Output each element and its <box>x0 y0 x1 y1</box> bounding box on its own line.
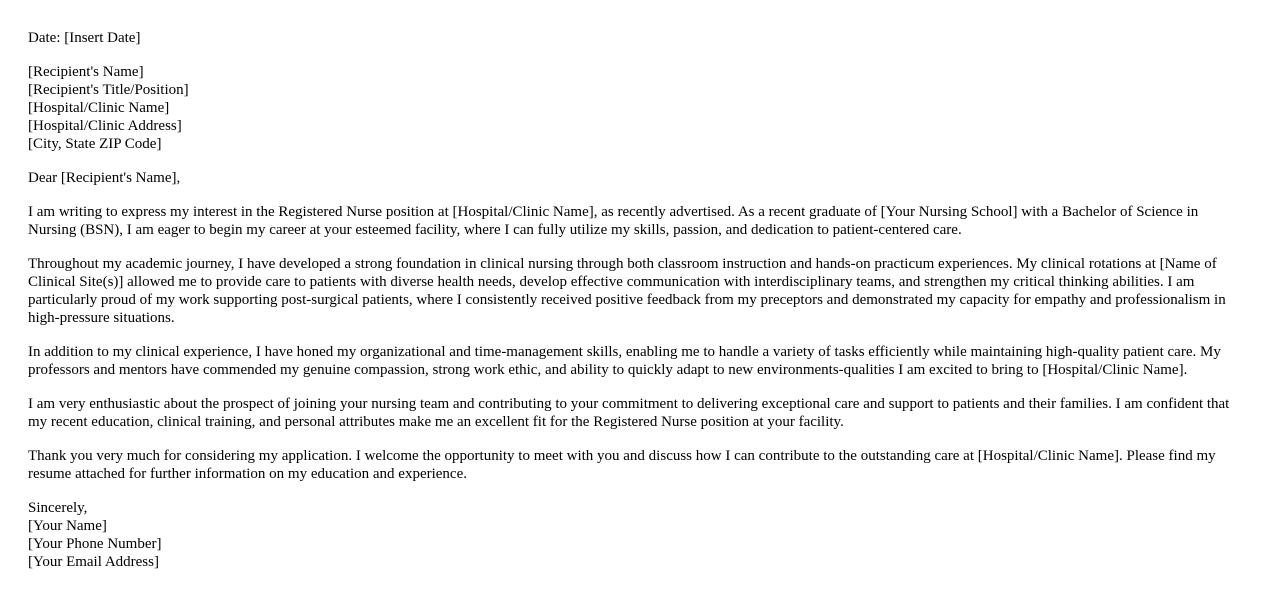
recipient-city-state-zip: [City, State ZIP Code] <box>28 136 162 152</box>
date-line: Date: [Insert Date] <box>28 30 141 46</box>
recipient-title: [Recipient's Title/Position] <box>28 82 189 98</box>
body-paragraph-experience: Throughout my academic journey, I have developed a strong foundation in clinical nursing through both classroom instruction and hands-on practicum experiences. My clinical rotations at [Name of Clinical Site(s)] allowed me to provide care to patients with diverse health needs, develop effective communication with interdisciplinary teams, and strengthen my critical thinking abilities. I am particularly proud of my work supporting post-surgical patients, where I consistently received positive feedback from my preceptors and demonstrated my capacity for empathy and professionalism in high-pressure situations. <box>28 256 1226 326</box>
salutation: Dear [Recipient's Name], <box>28 170 181 186</box>
salutation-block <box>28 169 1250 187</box>
recipient-address-block <box>28 63 1250 153</box>
date-block <box>28 29 1250 47</box>
signature-block <box>28 499 1250 571</box>
body-paragraph-intro: I am writing to express my interest in the Registered Nurse position at [Hospital/Clinic Name], as recently advertised. As a recent graduate of [Your Nursing School] with a Bachelor of Science in Nursing (BSN), I am eager to begin my career at your esteemed facility, where I can fully utilize my skills, passion, and dedication to patient-centered care. <box>28 204 1199 238</box>
cover-letter <box>28 29 1250 587</box>
body-paragraph-skills: In addition to my clinical experience, I have honed my organizational and time-management skills, enabling me to handle a variety of tasks efficiently while maintaining high-quality patient care. My professors and mentors have commended my genuine compassion, strong work ethic, and ability to quickly adapt to new environments-qualities I am excited to bring to [Hospital/Clinic Name]. <box>28 344 1221 378</box>
recipient-address: [Hospital/Clinic Address] <box>28 118 182 134</box>
body-paragraph-enthusiasm: I am very enthusiastic about the prospect of joining your nursing team and contributing to your commitment to delivering exceptional care and support to patients and their families. I am confident that my recent education, clinical training, and personal attributes make me an excellent fit for the Registered Nurse position at your facility. <box>28 396 1230 430</box>
signature-phone: [Your Phone Number] <box>28 536 162 552</box>
signature-email: [Your Email Address] <box>28 554 159 570</box>
recipient-organization: [Hospital/Clinic Name] <box>28 100 170 116</box>
body-paragraph-thanks: Thank you very much for considering my application. I welcome the opportunity to meet with you and discuss how I can contribute to the outstanding care at [Hospital/Clinic Name]. Please find my resume attached for further information on my education and experience. <box>28 448 1216 482</box>
closing: Sincerely, <box>28 500 88 516</box>
signature-name: [Your Name] <box>28 518 107 534</box>
recipient-name: [Recipient's Name] <box>28 64 144 80</box>
